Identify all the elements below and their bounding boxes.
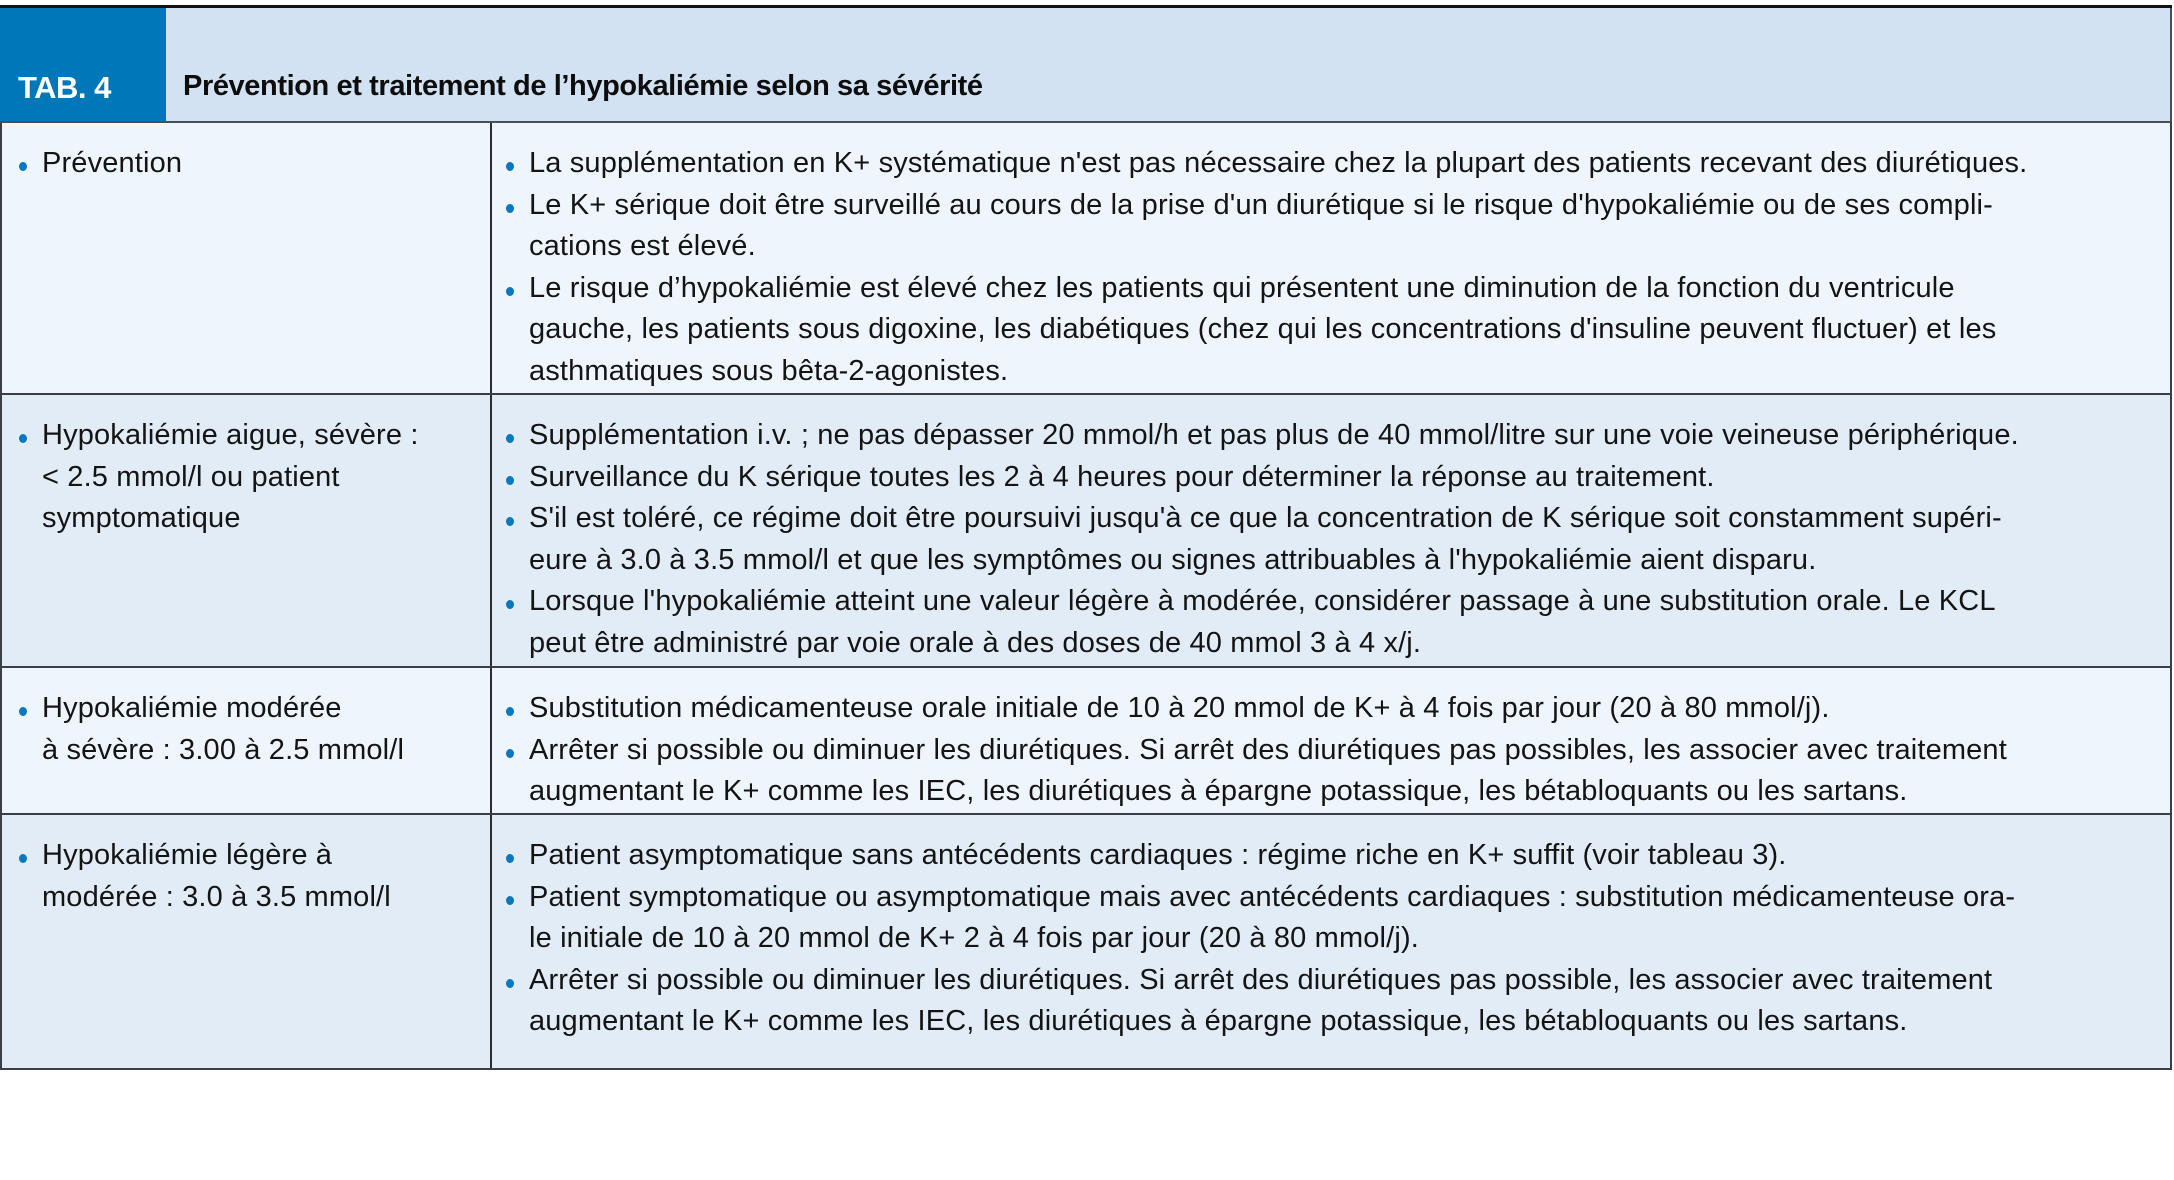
category-text: à sévère : 3.00 à 2.5 mmol/l — [42, 733, 405, 766]
list-item — [529, 688, 2170, 730]
list-item-text: Arrêter si possible ou diminuer les diurétiques. Si arrêt des diurétiques pas possible, les associer avec traitement — [529, 963, 1993, 996]
category-text: Prévention — [42, 147, 183, 179]
list-item — [529, 877, 2170, 960]
list-item-text: Surveillance du K sérique toutes les 2 à 4 heures pour déterminer la réponse au traitement. — [529, 460, 1715, 493]
bullet-icon — [506, 600, 514, 609]
list-item — [529, 457, 2170, 499]
bullet-icon — [506, 434, 514, 443]
bullet-icon — [506, 287, 514, 296]
list-item-text: Patient symptomatique ou asymptomatique mais avec antécédents cardiaques : substitution médicamenteuse ora- — [529, 880, 2016, 913]
category-item — [42, 688, 490, 771]
category-cell — [2, 395, 492, 666]
recommendations-cell — [492, 668, 2170, 813]
list-item — [529, 415, 2170, 457]
list-item-text: eure à 3.0 à 3.5 mmol/l et que les symptômes ou signes attribuables à l'hypokaliémie aient disparu. — [529, 543, 1817, 576]
table-row-mild-moderate — [0, 815, 2172, 1070]
list-item — [529, 268, 2170, 393]
hypokalemia-table — [0, 5, 2172, 1070]
category-item — [42, 835, 490, 918]
list-item-text: Supplémentation i.v. ; ne pas dépasser 20 mmol/h et pas plus de 40 mmol/litre sur une voie veineuse périphérique. — [529, 419, 2019, 451]
list-item-text: peut être administré par voie orale à des doses de 40 mmol 3 à 4 x/j. — [529, 626, 1422, 659]
category-text: symptomatique — [42, 502, 241, 534]
category-item — [42, 143, 490, 185]
recommendations-cell — [492, 395, 2170, 666]
recommendations-cell — [492, 815, 2170, 1068]
list-item-text: cations est élevé. — [529, 230, 756, 262]
category-text: Hypokaliémie légère à — [42, 839, 333, 871]
category-item — [42, 415, 490, 540]
list-item-text: augmentant le K+ comme les IEC, les diurétiques à épargne potassique, les bétabloquants ou les sartans. — [529, 775, 1908, 807]
table-number-label: TAB. 4 — [18, 70, 111, 105]
list-item-text: Le risque d’hypokaliémie est élevé chez les patients qui présentent une diminution de la fonction du ventricule — [529, 271, 1955, 304]
bullet-icon — [506, 854, 514, 863]
list-item-text: le initiale de 10 à 20 mmol de K+ 2 à 4 fois par jour (20 à 80 mmol/j). — [529, 922, 1419, 954]
category-text: Hypokaliémie aigue, sévère : — [42, 419, 419, 451]
table-row-moderate-severe — [0, 668, 2172, 815]
bullet-icon — [19, 707, 27, 716]
list-item-text: Lorsque l'hypokaliémie atteint une valeur légère à modérée, considérer passage à une substitution orale. Le KCL — [529, 585, 1996, 617]
table-number-box — [0, 8, 166, 121]
table-row-prevention — [0, 123, 2172, 395]
bullet-icon — [506, 896, 514, 905]
list-item-text: La supplémentation en K+ systématique n'est pas nécessaire chez la plupart des patients recevant des diurétiques. — [529, 147, 2028, 179]
list-item-text: Patient asymptomatique sans antécédents cardiaques : régime riche en K+ suffit (voir tableau 3). — [529, 839, 1787, 871]
list-item — [529, 581, 2170, 664]
category-text: < 2.5 mmol/l ou patient — [42, 460, 340, 493]
list-item — [529, 498, 2170, 581]
table-row-acute-severe — [0, 395, 2172, 668]
bullet-icon — [506, 204, 514, 213]
category-cell — [2, 123, 492, 393]
bullet-icon — [506, 476, 514, 485]
list-item-text: asthmatiques sous bêta-2-agonistes. — [529, 354, 1009, 387]
category-text: Hypokaliémie modérée — [42, 692, 342, 724]
bullet-icon — [19, 854, 27, 863]
bullet-icon — [506, 162, 514, 171]
category-text: modérée : 3.0 à 3.5 mmol/l — [42, 880, 391, 913]
table-header — [0, 8, 2172, 123]
list-item-text: gauche, les patients sous digoxine, les diabétiques (chez qui les concentrations d'insuline peuvent fluctuer) et les — [529, 313, 1997, 345]
bullet-icon — [19, 162, 27, 171]
list-item-text: S'il est toléré, ce régime doit être poursuivi jusqu'à ce que la concentration de K sérique soit constamment supéri- — [529, 502, 2002, 534]
bullet-icon — [506, 749, 514, 758]
list-item-text: Arrêter si possible ou diminuer les diurétiques. Si arrêt des diurétiques pas possibles, les associer avec traitement — [529, 733, 2007, 766]
recommendations-cell — [492, 123, 2170, 393]
list-item — [529, 185, 2170, 268]
list-item — [529, 143, 2170, 185]
list-item — [529, 960, 2170, 1043]
bullet-icon — [506, 979, 514, 988]
list-item-text: augmentant le K+ comme les IEC, les diurétiques à épargne potassique, les bétabloquants ou les sartans. — [529, 1005, 1908, 1037]
category-cell — [2, 815, 492, 1068]
bullet-icon — [19, 434, 27, 443]
bullet-icon — [506, 707, 514, 716]
bullet-icon — [506, 517, 514, 526]
list-item-text: Substitution médicamenteuse orale initiale de 10 à 20 mmol de K+ à 4 fois par jour (20 à 80 mmol/j). — [529, 692, 1830, 724]
list-item-text: Le K+ sérique doit être surveillé au cours de la prise d'un diurétique si le risque d'hypokaliémie ou de ses compli- — [529, 188, 1993, 221]
table-title: Prévention et traitement de l’hypokaliémie selon sa sévérité — [183, 70, 983, 102]
list-item — [529, 730, 2170, 813]
category-cell — [2, 668, 492, 813]
list-item — [529, 835, 2170, 877]
